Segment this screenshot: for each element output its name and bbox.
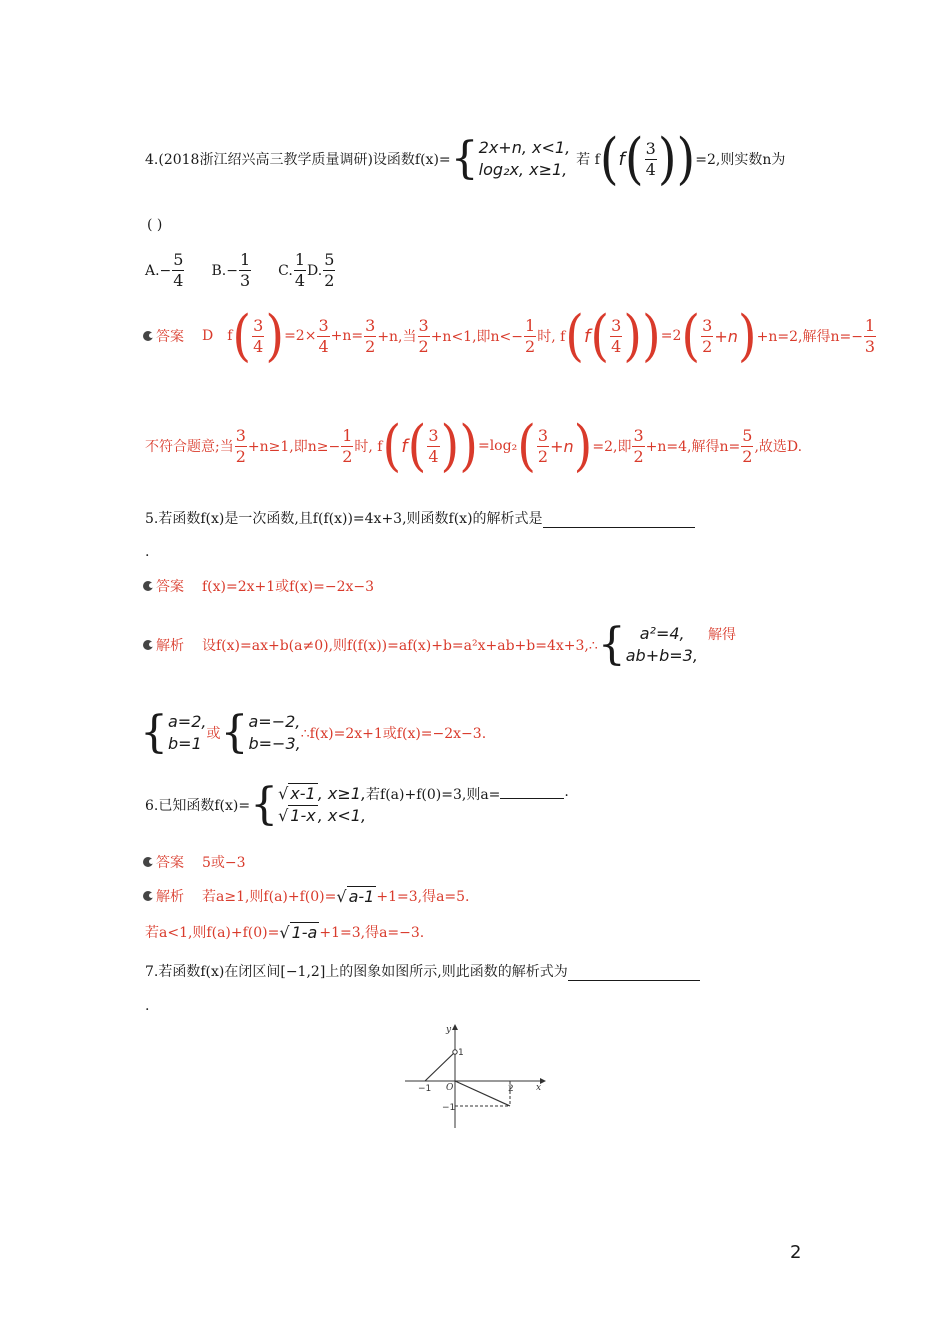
option-b[interactable]: B.− $\frac{1}{3}$ [211,250,251,290]
answer-marker-icon [143,331,153,341]
q6-answer-blank[interactable] [500,784,564,799]
ans4-line1: 答案 D f ( 3 4 ) =2× $\frac{3}{4}$ +n= $\frac{3}{2}$ +n,当 3 2 +n<1,即n<− $\frac{1}{2}$ 时, f ( f ( 3 4 ) ) =2 ( 3 2 +n ) +n=2,解得n=− $\frac{1}{3}$ [143,314,877,358]
segment-right [455,1081,510,1106]
y-axis-label: y [446,1025,452,1035]
q4-paren: ( ) [147,217,163,233]
q4-piece2: log₂x, x≥1, [478,160,568,179]
answer-tag: 答案 [143,326,184,346]
q7-line: 7.若函数f(x)在闭区间[−1,2]上的图象如图所示,则此函数的解析式为 [145,961,700,981]
open-point [453,1050,457,1054]
tick-neg1-y: −1 [442,1103,456,1113]
q7-dot: . [145,998,150,1014]
answer-marker-icon [143,581,153,591]
ans5-line: 答案 f(x)=2x+1或f(x)=−2x−3 [143,576,374,596]
option-a[interactable]: A.− $\frac{5}{4}$ [145,250,184,290]
answer-marker-icon [143,857,153,867]
y-axis-arrow [452,1024,458,1030]
q5-dot: . [145,544,150,560]
ans4-line2: 不符合题意;当 3 2 +n≥1,即n≥− $\frac{1}{2}$ 时, f ( f ( 3 4 ) ) =log₂ ( 3 2 +n ) =2,即 3 2 +n=4,解得n= $\frac{5}{2}$ ,故选D. [145,413,803,479]
page-number: 2 [790,1242,802,1263]
q4-brace: { [450,133,479,184]
origin-label: O [446,1083,454,1093]
option-d[interactable]: D. 5 2 [307,250,335,290]
q6-line: 6.已知函数f(x)= { √ x-1 , x≥1, √ 1-x , x<1, 若f(a)+f(0)=3,则a= . [145,779,569,830]
x-axis-label: x [536,1083,542,1093]
tick-1-y: 1 [458,1048,464,1058]
q4-tail: =2,则实数n为 [695,152,786,168]
q4-mid: 若 f [576,152,600,168]
q4-frac-3-4: 3 4 [645,138,656,179]
sol6-line1: 解析 若a≥1,则f(a)+f(0)= √ a-1 +1=3,得a=5. [143,886,470,906]
q4-line: 4.(2018浙江绍兴高三教学质量调研)设函数f(x)= { 2x+n, x<1, log₂x, x≥1, 若 f ( f ( 3 4 ) ) =2,则实数n为 [145,126,786,192]
q5-answer-blank[interactable] [543,513,695,528]
function-graph [400,1020,550,1130]
q4-piece1: 2x+n, x<1, [478,138,571,157]
option-c[interactable]: C. 1 4 [278,250,305,290]
q5-line: 5.若函数f(x)是一次函数,且f(f(x))=4x+3,则函数f(x)的解析式是 [145,508,695,528]
tick-2-x: 2 [508,1084,514,1094]
q4-system [479,137,571,181]
q4-options [145,250,336,291]
segment-left [425,1052,455,1081]
solution-marker-icon [143,891,153,901]
solution-marker-icon [143,640,153,650]
sol5-line1: 解析 设f(x)=ax+b(a≠0),则f(f(x))=af(x)+b=a²x+ab+b=4x+3,∴ { a²=4, ab+b=3, 解得 [143,620,736,670]
q4-stem: 4.(2018浙江绍兴高三教学质量调研)设函数f(x)= [145,152,451,168]
sol5-line2: { a=2, b=1 或 { a=−2, b=−3, ∴f(x)=2x+1或f(x)=−2x−3. [140,707,487,758]
sol6-line2: 若a<1,则f(a)+f(0)= √ 1-a +1=3,得a=−3. [145,922,425,942]
ans6-line: 答案 5或−3 [143,852,246,872]
tick-neg1-x: −1 [418,1084,432,1094]
q7-answer-blank[interactable] [568,966,700,981]
